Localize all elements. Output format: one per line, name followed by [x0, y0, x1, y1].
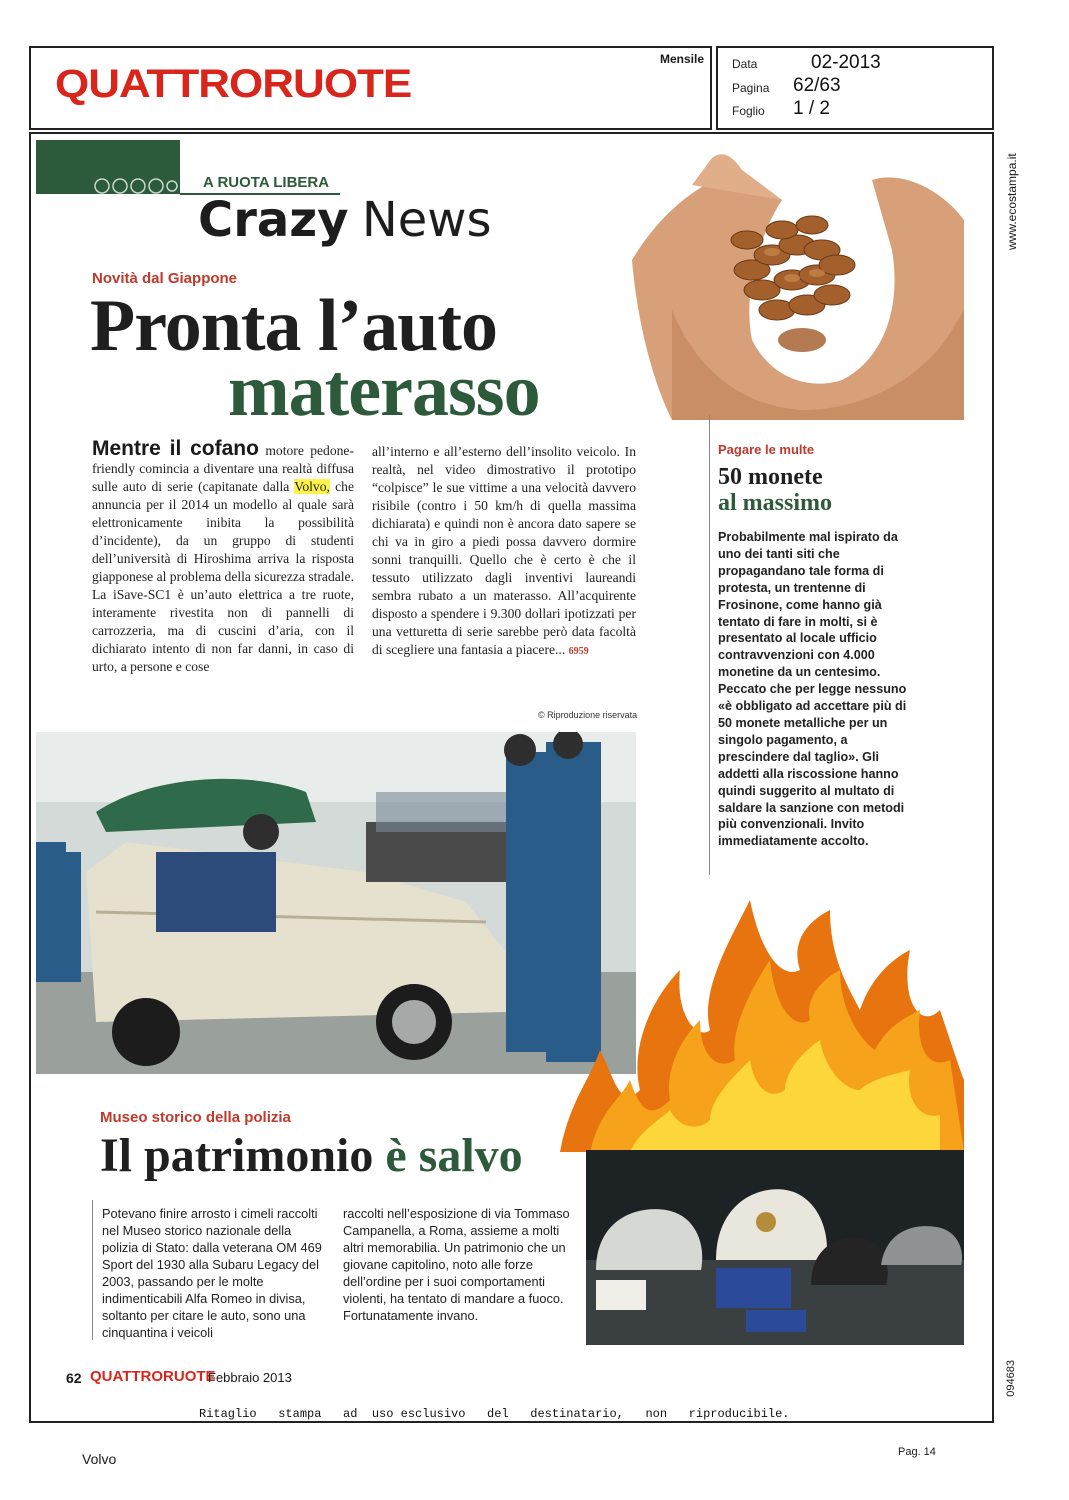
main-article-copyright: © Riproduzione riservata [538, 710, 638, 720]
police-helmets-photo [586, 1150, 964, 1345]
bottom-article-col2: raccolti nell’esposizione di via Tommaso Campanella, a Roma, assieme a molti altri memorabilia. Un patrimonio che un giovane capitolino, noto alle forze dell’ordine per i suoi comportamenti violenti, ha tentato di mandare a fuoco. Fortunatamente invano. [343, 1206, 570, 1323]
pagina-value: 62/63 [793, 75, 841, 96]
main-article-col2 [372, 443, 636, 661]
side-headline-line1: 50 monete [718, 464, 823, 490]
header-logo-box [29, 46, 712, 130]
main-article-col1-b: che annuncia per il 2014 un modello al quale sarà elettronicamente inibita la possibilità d’incidente), da un gruppo di studenti dell’università di Hiroshima arriva la risposta giapponese al problema della sicurezza stradale. La iSave-SC1 è un’auto elettrica a tre ruote, interamente rivestita non di pannelli di carrozzeria, ma di cuscini d’aria, con il dichiarato intento di non far danni, in caso di urto, a persone e cose [92, 479, 354, 674]
foglio-value: 1 / 2 [793, 98, 830, 119]
side-headline-line2: al massimo [718, 490, 832, 516]
code-vertical: 094683 [1005, 1360, 1017, 1397]
main-headline-line2: materasso [228, 350, 540, 432]
bottom-headline-b: è salvo [385, 1129, 523, 1182]
bottom-headline [100, 1128, 523, 1183]
hands-coins-photo [632, 140, 964, 420]
website-vertical: www.ecostampa.it [1005, 153, 1019, 250]
header-meta-box [716, 46, 994, 130]
side-article-body: Probabilmente mal ispirato da uno dei tanti siti che propagandano tale forma di protesta, un trentenne di Frosinone, come hanno già tentato di fare in molti, si è presentato al locale ufficio contravvenzioni con 4.000 monetine da un centesimo. Peccato che per legge nessuno «è obbligato ad accettare più di 50 monete metalliche per un singolo pagamento, a prescindere dal taglio». Gli addetti alla riscossione hanno quindi suggerito al multato di saldare la sanzione con metodi più convenzionali. Invito immediatamente accolto. [718, 530, 907, 849]
main-article-col1-a: motore pedone-friendly comincia a diventare una realtà diffusa sulle auto di serie (capitanate dalla [92, 443, 354, 494]
main-headline-line1: Pronta l’auto [90, 285, 498, 367]
section-title-news: News [361, 192, 492, 248]
data-label: Data [732, 57, 758, 71]
main-article-lead: Mentre il cofano [92, 437, 259, 460]
main-article-col2-text: all’interno e all’esterno dell’insolito veicolo. In realtà, nel video dimostrativo il prototipo “colpisce” le sue vittime a una velocità davvero risibile (contro i 50 km/h di quella massima dichiarata) e quindi non è ancora dato sapere se chi va in giro a piedi possa davvero dormire sonni tranquilli. Quello che è certo è che il tessuto utilizzato dagli inventivi laureandi sembra rubato a un materasso. All’acquirente disposto a spendere i 9.300 dollari ipotizzati per una vetturetta di serie sarebbe però data facoltà di scegliere una fantasia a piacere... [372, 444, 636, 657]
main-article-col1 [92, 437, 354, 676]
section-kicker: A RUOTA LIBERA [203, 174, 330, 191]
footer-page-number: 62 [66, 1370, 82, 1386]
bottom-article-tag: Museo storico della polizia [100, 1109, 291, 1126]
main-article-tag: Novità dal Giappone [92, 270, 238, 287]
pagina-label: Pagina [732, 81, 770, 95]
disclaimer: Ritaglio stampa ad uso esclusivo del destinatario, non riproducibile. [199, 1407, 790, 1421]
periodicity-label: Mensile [659, 52, 704, 66]
isave-car-photo [36, 732, 636, 1074]
client-name: Volvo [82, 1451, 117, 1467]
volvo-highlight: Volvo, [294, 479, 330, 494]
section-title [198, 192, 492, 248]
bottom-article-divider [92, 1200, 93, 1340]
magazine-logo: QUATTRORUOTE [55, 62, 412, 107]
section-title-crazy: Crazy [198, 192, 349, 248]
bottom-article-col1: Potevano finire arrosto i cimeli raccolti nel Museo storico nazionale della polizia di Stato: dalla veterana OM 469 Sport del 1930 alla Subaru Legacy del 2003, passando per le molte indimenticabili Alfa Romeo in divisa, soltanto per citare le auto, sono una cinquantina i veicoli [102, 1206, 322, 1340]
footer-issue: Febbraio 2013 [208, 1370, 292, 1385]
footer-magazine-logo: QUATTRORUOTE [90, 1368, 216, 1385]
wheels-decoration-icon [92, 174, 178, 194]
foglio-label: Foglio [732, 104, 765, 118]
data-value: 02-2013 [811, 52, 881, 73]
report-page: Pag. 14 [898, 1446, 936, 1458]
flames-photo [560, 880, 964, 1152]
bottom-headline-a: Il patrimonio [100, 1129, 374, 1182]
side-article-tag: Pagare le multe [718, 442, 815, 457]
side-article-divider [709, 415, 710, 875]
main-article-signature: 6959 [568, 646, 589, 657]
